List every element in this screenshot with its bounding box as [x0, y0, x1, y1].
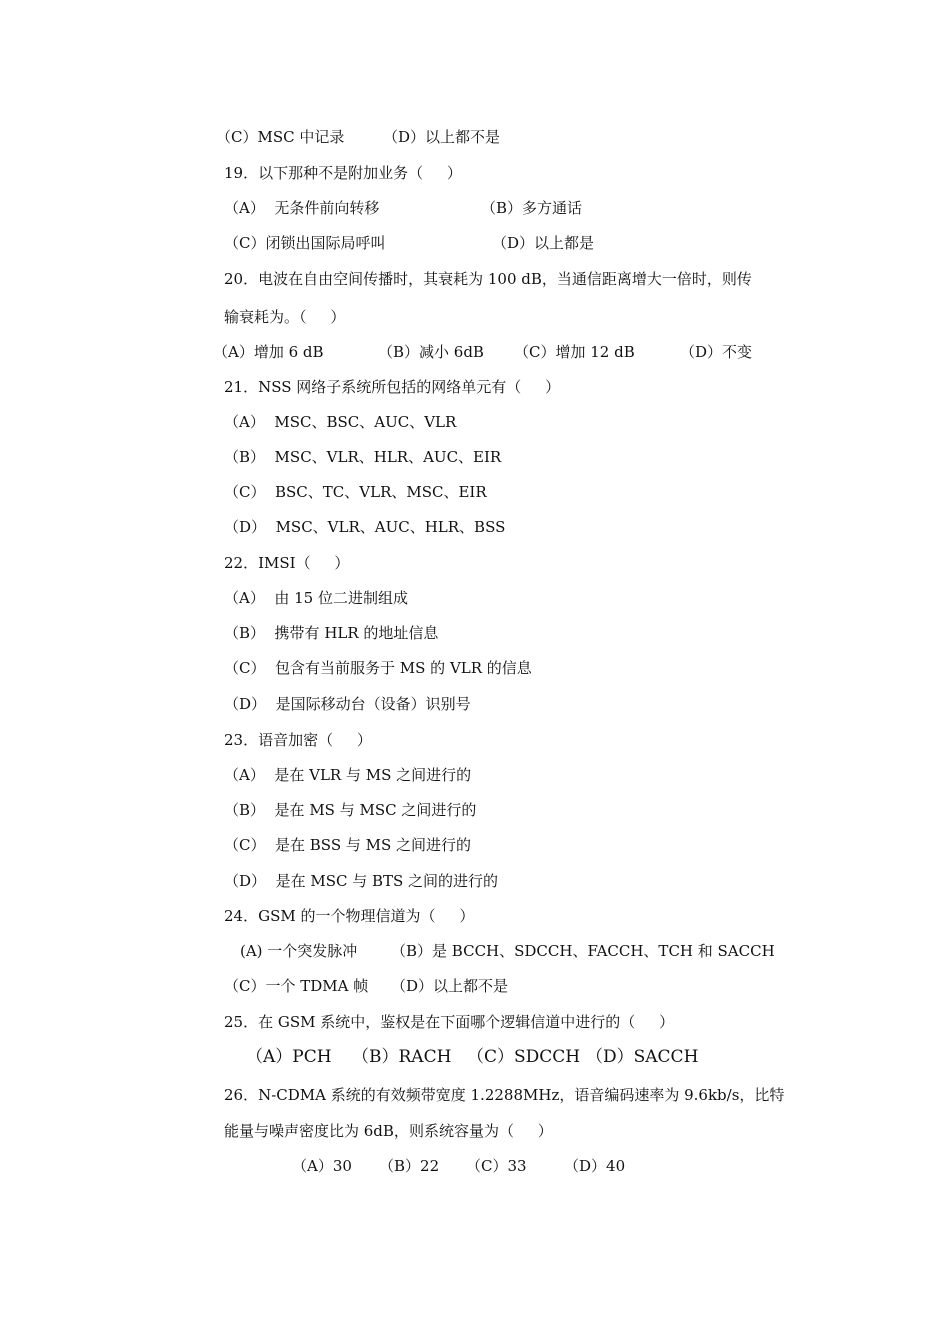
q22-option-c: （C） 包含有当前服务于 MS 的 VLR 的信息 — [224, 659, 532, 677]
q25-stem: 25．在 GSM 系统中，鉴权是在下面哪个逻辑信道中进行的（ ） — [224, 1013, 675, 1031]
q19-option-d: （D）以上都是 — [492, 234, 595, 252]
q23-option-a: （A） 是在 VLR 与 MS 之间进行的 — [224, 766, 472, 784]
q25-option-c: （C）SDCCH — [467, 1047, 581, 1067]
q20-stem-line1: 20．电波在自由空间传播时，其衰耗为 100 dB，当通信距离增大一倍时，则传 — [224, 270, 752, 288]
q21-option-c: （C） BSC、TC、VLR、MSC、EIR — [224, 483, 487, 501]
q20-option-b: （B）减小 6dB — [378, 343, 484, 361]
q21-option-d: （D） MSC、VLR、AUC、HLR、BSS — [224, 518, 506, 536]
q24-option-a: (A) 一个突发脉冲 — [240, 942, 358, 960]
q22-stem: 22．IMSI（ ） — [224, 554, 350, 572]
q20-option-a: （A）增加 6 dB — [213, 343, 324, 361]
q26-option-a: （A）30 — [292, 1157, 352, 1175]
q23-option-d: （D） 是在 MSC 与 BTS 之间的进行的 — [224, 872, 499, 890]
q25-option-b: （B）RACH — [352, 1047, 452, 1067]
q24-option-d: （D）以上都不是 — [391, 977, 509, 995]
q19-stem: 19．以下那种不是附加业务（ ） — [224, 164, 462, 182]
q26-option-c: （C）33 — [466, 1157, 527, 1175]
q22-option-d: （D） 是国际移动台（设备）识别号 — [224, 695, 471, 713]
q21-option-a: （A） MSC、BSC、AUC、VLR — [224, 413, 457, 431]
q23-option-c: （C） 是在 BSS 与 MS 之间进行的 — [224, 836, 472, 854]
q22-option-b: （B） 携带有 HLR 的地址信息 — [224, 624, 439, 642]
q24-option-b: （B）是 BCCH、SDCCH、FACCH、TCH 和 SACCH — [391, 942, 775, 960]
q21-option-b: （B） MSC、VLR、HLR、AUC、EIR — [224, 448, 502, 466]
q25-option-a: （A）PCH — [246, 1047, 332, 1067]
q18-option-c: （C）MSC 中记录 — [216, 128, 345, 146]
q26-stem-line1: 26．N-CDMA 系统的有效频带宽度 1.2288MHz，语音编码速率为 9.6kb/s，比特 — [224, 1086, 785, 1104]
q19-option-c: （C）闭锁出国际局呼叫 — [224, 234, 386, 252]
q24-option-c: （C）一个 TDMA 帧 — [224, 977, 369, 995]
q23-option-b: （B） 是在 MS 与 MSC 之间进行的 — [224, 801, 477, 819]
q20-option-c: （C）增加 12 dB — [514, 343, 635, 361]
q26-option-b: （B）22 — [379, 1157, 440, 1175]
q26-stem-line2: 能量与噪声密度比为 6dB，则系统容量为（ ） — [224, 1122, 553, 1140]
q20-stem-line2: 输衰耗为。（ ） — [224, 308, 346, 326]
q21-stem: 21．NSS 网络子系统所包括的网络单元有（ ） — [224, 378, 561, 396]
q26-option-d: （D）40 — [564, 1157, 626, 1175]
q24-stem: 24．GSM 的一个物理信道为（ ） — [224, 907, 475, 925]
q18-option-d: （D）以上都不是 — [383, 128, 501, 146]
q19-option-a: （A） 无条件前向转移 — [224, 199, 380, 217]
q20-option-d: （D）不变 — [680, 343, 753, 361]
q25-option-d: （D）SACCH — [586, 1047, 699, 1067]
q22-option-a: （A） 由 15 位二进制组成 — [224, 589, 408, 607]
q19-option-b: （B）多方通话 — [481, 199, 583, 217]
q23-stem: 23．语音加密（ ） — [224, 731, 372, 749]
